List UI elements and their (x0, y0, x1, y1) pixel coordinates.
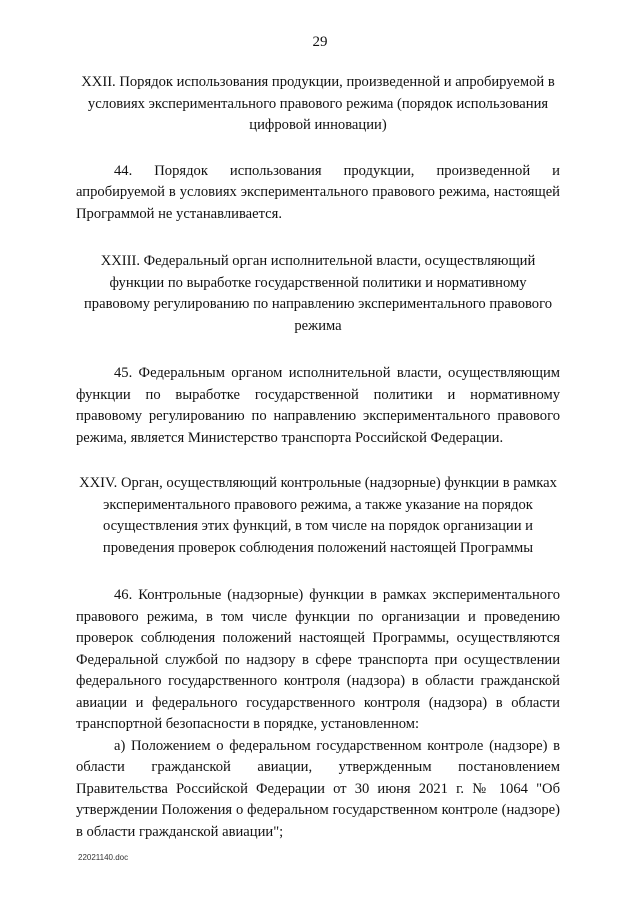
document-body (76, 72, 560, 843)
paragraph-46: 46. Контрольные (надзорные) функции в рамках экспериментального правового режима, в том числе функции по организации и проведению проверок соблюдения положений настоящей Программы, осуществляются Федеральной службой по надзору в сфере транспорта при осуществлении федерального государственного контроля (надзора) в области гражданской авиации и федерального государственного контроля (надзора) в области транспортной безопасности в порядке, установленном: (76, 587, 560, 732)
paragraph-44: 44. Порядок использования продукции, произведенной и апробируемой в условиях экспериментального правового режима, настоящей Программой не устанавливается. (76, 162, 560, 222)
file-name-footer: 22021140.doc (78, 853, 129, 862)
paragraph-45: 45. Федеральным органом исполнительной власти, осуществляющим функции по выработке государственной политики и нормативному правовому регулированию по направлению экспериментального правового режима, является Министерство транспорта Российской Федерации. (76, 365, 560, 446)
section-24-heading: XXIV. Орган, осуществляющий контрольные (надзорные) функции в рамках экспериментального правового режима, а также указание на порядок осуществления этих функций, в том числе на порядок организации и проведения проверок соблюдения положений настоящей Программы (79, 475, 557, 556)
paragraph-46-item-a: а) Положением о федеральном государственном контроле (надзоре) в области гражданской авиации, утвержденным постановлением Правительства Российской Федерации от 30 июня 2021 г. № 1064 "Об утверждении Положения о федеральном государственном контроле (надзоре) в области гражданской авиации"; (76, 737, 560, 840)
page-number: 29 (312, 34, 328, 50)
section-22-heading: XXII. Порядок использования продукции, произведенной и апробируемой в условиях экспериментального правового режима (порядок использования цифровой инновации) (81, 74, 555, 133)
section-23-heading: XXIII. Федеральный орган исполнительной власти, осуществляющий функции по выработке государственной политики и нормативному правовому регулированию по направлению экспериментального правового режима (83, 253, 552, 334)
